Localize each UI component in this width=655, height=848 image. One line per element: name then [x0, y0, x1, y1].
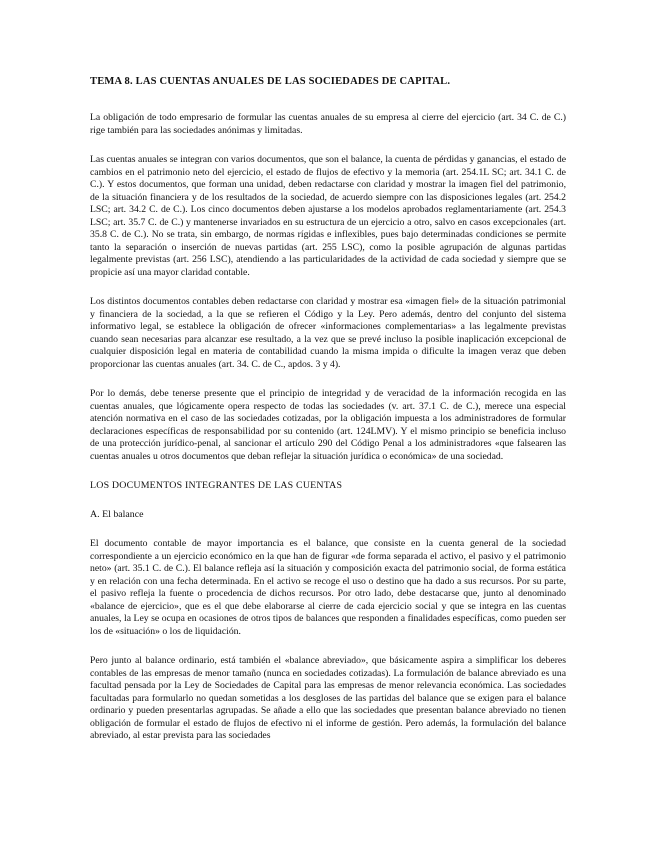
paragraph: Las cuentas anuales se integran con varios documentos, que son el balance, la cuenta de pérdidas y ganancias, el estado de cambios en el patrimonio neto del ejercicio, el estado de flujos de efectivo y la memoria (art. 254.1L SC; art. 34.1 C. de C.). Y estos documentos, que forman una unidad, deben redactarse con claridad y mostrar la imagen fiel del patrimonio, de la situación financiera y de los resultados de la sociedad, de acuerdo siempre con las disposiciones legales (art. 254.2 LSC; art. 34.2 C. de C.). Los cinco documentos deben ajustarse a los modelos aprobados reglamentariamente (art. 254.3 LSC; art. 35.7 C. de C.) y mantenerse invariados en su estructura de un ejercicio a otro, salvo en casos excepcionales (art. 35.8 C. de C.). No se trata, sin embargo, de normas rígidas e inflexibles, pues bajo determinadas condiciones se permite tanto la separación o inserción de nuevas partidas (art. 255 LSC), como la posible agrupación de algunas partidas legalmente previstas (art. 256 LSC), atendiendo a las particularidades de la actividad de cada sociedad y siempre que se propicie así una mayor claridad contable.	[90, 154, 566, 278]
subsection-heading: A. El balance	[90, 508, 144, 520]
document-body	[90, 112, 566, 760]
paragraph: Los distintos documentos contables deben redactarse con claridad y mostrar esa «imagen fiel» de la situación patrimonial y financiera de la sociedad, a la que se refieren el Código y la Ley. Pero además, dentro del conjunto del sistema informativo legal, se establece la obligación de ofrecer «informaciones complementarias» a las legalmente previstas cuando sean necesarias para alcanzar ese resultado, a la vez que se prevé incluso la posible inaplicación excepcional de cualquier disposición legal en materia de contabilidad cuando la misma impida o dificulte la imagen veraz que deben proporcionar las cuentas anuales (art. 34. C. de C., apdos. 3 y 4).	[90, 296, 566, 370]
paragraph: El documento contable de mayor importancia es el balance, que consiste en la cuenta general de la sociedad correspondiente a un ejercicio económico en la que han de figurar «de forma separada el activo, el pasivo y el patrimonio neto» (art. 35.1 C. de C.). El balance refleja así la situación y composición exacta del patrimonio social, de forma estática y en relación con una fecha determinada. En el activo se recoge el uso o destino que ha dado a sus recursos. Por su parte, el pasivo refleja la fuente o procedencia de dichos recursos. Por otro lado, debe destacarse que, junto al denominado «balance de ejercicio», que es el que debe elaborarse al cierre de cada ejercicio social y que se integra en las cuentas anuales, la Ley se ocupa en ocasiones de otros tipos de balances que responden a finalidades específicas, como pueden ser los de «situación» o los de liquidación.	[90, 538, 566, 637]
section-heading: LOS DOCUMENTOS INTEGRANTES DE LAS CUENTAS	[90, 480, 343, 491]
paragraph: Pero junto al balance ordinario, está también el «balance abreviado», que básicamente aspira a simplificar los deberes contables de las empresas de menor tamaño (nunca en sociedades cotizadas). La formulación de balance abreviado es una facultad pensada por la Ley de Sociedades de Capital para las empresas de menor relevancia económica. Las sociedades facultadas para formularlo no quedan sometidas a los desgloses de las partidas del balance que se exigen para el balance ordinario y pueden presentarlas agrupadas. Se añade a ello que las sociedades que presentan balance abreviado no tienen obligación de formular el estado de flujos de efectivo ni el informe de gestión. Pero además, la formulación del balance abreviado, al estar prevista para las sociedades	[90, 655, 566, 741]
document-title: TEMA 8. LAS CUENTAS ANUALES DE LAS SOCIEDADES DE CAPITAL.	[90, 76, 451, 87]
paragraph: Por lo demás, debe tenerse presente que el principio de integridad y de veracidad de la información recogida en las cuentas anuales, que lógicamente opera respecto de todas las sociedades (v. art. 37.1 C. de C.), merece una especial atención normativa en el caso de las sociedades cotizadas, por la obligación impuesta a los administradores de formular declaraciones específicas de responsabilidad por su contenido (art. 124LMV). Y el mismo principio se beneficia incluso de una protección jurídico-penal, al sancionar el artículo 290 del Código Penal a los administradores «que falsearen las cuentas anuales u otros documentos que deban reflejar la situación jurídica o económica» de una sociedad.	[90, 388, 566, 462]
paragraph: La obligación de todo empresario de formular las cuentas anuales de su empresa al cierre del ejercicio (art. 34 C. de C.) rige también para las sociedades anónimas y limitadas.	[90, 112, 566, 136]
